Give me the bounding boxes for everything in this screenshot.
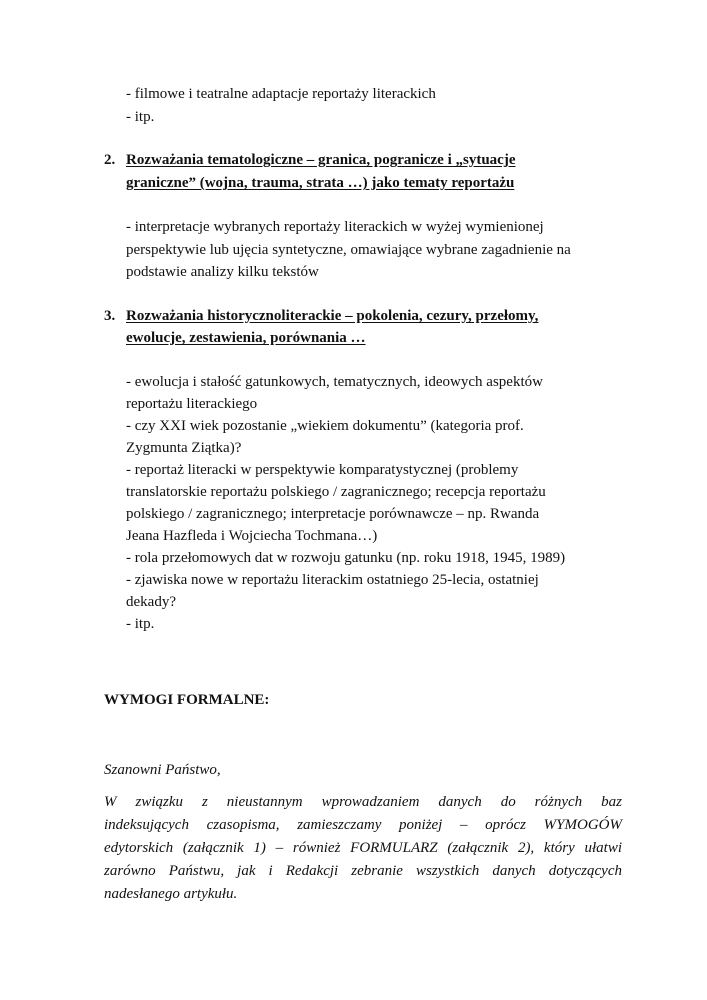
body-text: - rola przełomowych dat w rozwoju gatunku (np. roku 1918, 1945, 1989) <box>126 550 566 566</box>
formal-heading: WYMOGI FORMALNE: <box>104 692 270 708</box>
body-text: reportażu literackiego <box>126 396 258 412</box>
section-heading: graniczne” (wojna, trauma, strata …) jako tematy reportażu <box>126 175 515 191</box>
body-text: - itp. <box>126 616 155 632</box>
section-heading: Rozważania tematologiczne – granica, pogranicze i „sytuacje <box>126 152 516 168</box>
paragraph-line: W związku z nieustannym wprowadzaniem danych do różnych baz <box>104 794 622 810</box>
body-text: Zygmunta Ziątka)? <box>126 440 242 456</box>
paragraph-line: nadesłanego artykułu. <box>104 886 238 902</box>
body-text: - ewolucja i stałość gatunkowych, tematycznych, ideowych aspektów <box>126 374 543 390</box>
body-text: dekady? <box>126 594 176 610</box>
body-text: perspektywie lub ujęcia syntetyczne, omawiające wybrane zagadnienie na <box>126 242 571 258</box>
section-number: 3. <box>104 308 116 324</box>
body-text: podstawie analizy kilku tekstów <box>126 264 319 280</box>
paragraph-line: edytorskich (załącznik 1) – również FORMULARZ (załącznik 2), który ułatwi <box>104 840 622 856</box>
salutation: Szanowni Państwo, <box>104 762 221 778</box>
section-heading: Rozważania historycznoliterackie – pokolenia, cezury, przełomy, <box>126 308 539 324</box>
body-text: - interpretacje wybranych reportaży literackich w wyżej wymienionej <box>126 219 544 235</box>
body-text: - zjawiska nowe w reportażu literackim ostatniego 25-lecia, ostatniej <box>126 572 539 588</box>
list-item: - itp. <box>126 109 155 125</box>
section-number: 2. <box>104 152 116 168</box>
body-text: polskiego / zagranicznego; interpretacje porównawcze – np. Rwanda <box>126 506 540 522</box>
body-text: Jeana Hazfleda i Wojciecha Tochmana…) <box>126 528 378 544</box>
section-heading: ewolucje, zestawienia, porównania … <box>126 330 366 346</box>
list-item: - filmowe i teatralne adaptacje reportaży literackich <box>126 86 436 102</box>
paragraph-line: zarówno Państwu, jak i Redakcji zebranie wszystkich danych dotyczących <box>104 863 622 879</box>
body-text: - reportaż literacki w perspektywie komparatystycznej (problemy <box>126 462 519 478</box>
paragraph-line: indeksujących czasopisma, zamieszczamy poniżej – oprócz WYMOGÓW <box>104 817 622 833</box>
body-text: - czy XXI wiek pozostanie „wiekiem dokumentu” (kategoria prof. <box>126 418 524 434</box>
body-text: translatorskie reportażu polskiego / zagranicznego; recepcja reportażu <box>126 484 546 500</box>
